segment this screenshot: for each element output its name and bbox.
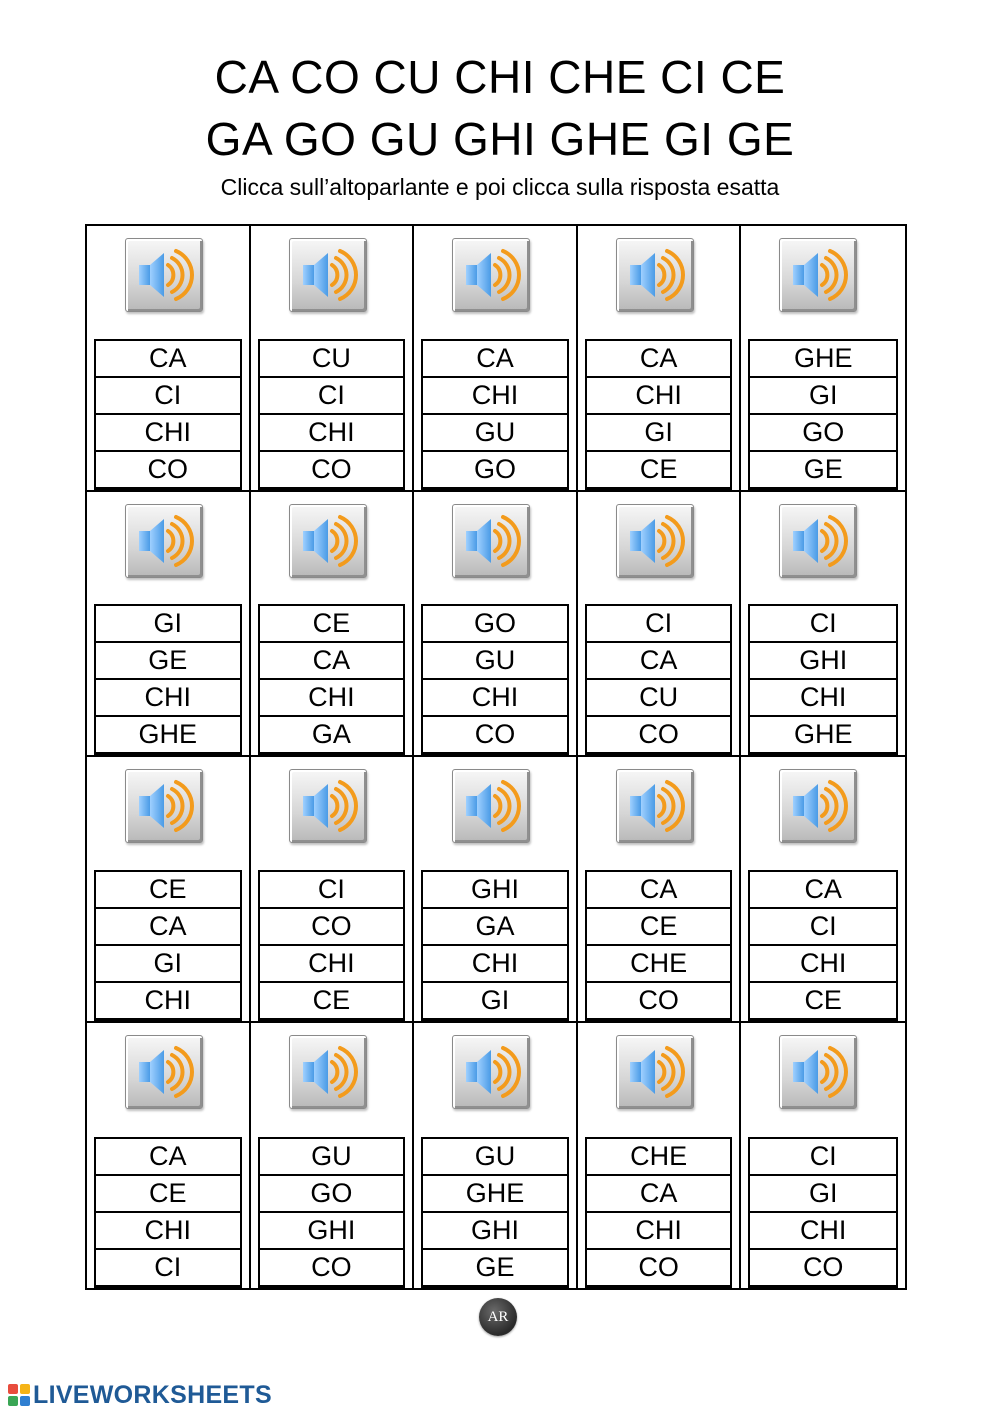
answer-option[interactable]: CE bbox=[639, 453, 678, 484]
answer-option[interactable]: CE bbox=[804, 984, 842, 1015]
answer-option[interactable]: CHI bbox=[750, 946, 896, 983]
answer-option[interactable]: GHI bbox=[260, 1213, 404, 1250]
answer-option[interactable]: CI bbox=[750, 606, 896, 643]
answer-option[interactable]: CI bbox=[587, 606, 731, 643]
answer-options bbox=[748, 870, 898, 1021]
answer-option[interactable]: CHI bbox=[144, 984, 192, 1015]
answer-options bbox=[585, 339, 733, 490]
answer-option[interactable]: GI bbox=[480, 984, 510, 1015]
speaker-button[interactable] bbox=[125, 238, 203, 312]
answer-options bbox=[421, 870, 569, 1021]
answer-option[interactable]: GI bbox=[587, 415, 731, 452]
answer-option[interactable]: CA bbox=[96, 1139, 240, 1176]
answer-option[interactable]: CE bbox=[96, 1176, 240, 1213]
answer-option[interactable]: CHI bbox=[750, 680, 896, 717]
speaker-button[interactable] bbox=[779, 769, 857, 843]
exercise-cell bbox=[251, 226, 415, 492]
speaker-button[interactable] bbox=[779, 1035, 857, 1109]
answer-option[interactable]: CHI bbox=[260, 680, 404, 717]
answer-options bbox=[748, 1137, 898, 1288]
exercise-cell bbox=[578, 757, 742, 1023]
exercise-cell bbox=[87, 1023, 251, 1289]
exercise-cell bbox=[578, 226, 742, 492]
speaker-button[interactable] bbox=[452, 504, 530, 578]
exercise-cell bbox=[87, 492, 251, 758]
answer-option[interactable]: CO bbox=[147, 453, 189, 484]
answer-option[interactable]: GE bbox=[803, 453, 843, 484]
instructions: Clicca sull’altoparlante e poi clicca sulla risposta esatta bbox=[220, 174, 780, 200]
answer-options bbox=[421, 604, 569, 755]
exercise-cell bbox=[251, 492, 415, 758]
answer-option[interactable]: CA bbox=[587, 341, 731, 378]
speaker-button[interactable] bbox=[616, 769, 694, 843]
answer-option[interactable]: GI bbox=[750, 1176, 896, 1213]
answer-options bbox=[421, 339, 569, 490]
answer-option[interactable]: GI bbox=[96, 946, 240, 983]
exercise-cell bbox=[87, 226, 251, 492]
speaker-button[interactable] bbox=[452, 238, 530, 312]
liveworksheets-logo-icon bbox=[8, 1384, 30, 1406]
exercise-cell bbox=[741, 492, 905, 758]
answer-option[interactable]: CA bbox=[750, 872, 896, 909]
answer-option[interactable]: CU bbox=[260, 341, 404, 378]
answer-option[interactable]: CHI bbox=[96, 680, 240, 717]
footer-logo[interactable] bbox=[8, 1380, 272, 1410]
answer-option[interactable]: GO bbox=[750, 415, 896, 452]
exercise-cell bbox=[414, 492, 578, 758]
answer-option[interactable]: CHI bbox=[96, 415, 240, 452]
speaker-button[interactable] bbox=[125, 1035, 203, 1109]
exercise-cell bbox=[741, 757, 905, 1023]
answer-option[interactable]: CHE bbox=[587, 1139, 731, 1176]
answer-option[interactable]: CI bbox=[750, 909, 896, 946]
speaker-button[interactable] bbox=[125, 769, 203, 843]
answer-option[interactable]: CE bbox=[312, 984, 351, 1015]
answer-option[interactable]: GO bbox=[473, 453, 516, 484]
answer-option[interactable]: CO bbox=[311, 453, 352, 484]
speaker-button[interactable] bbox=[452, 769, 530, 843]
speaker-button[interactable] bbox=[289, 238, 367, 312]
answer-option[interactable]: GHE bbox=[138, 719, 198, 749]
answer-option[interactable]: GE bbox=[96, 643, 240, 680]
answer-option[interactable]: GU bbox=[260, 1139, 404, 1176]
answer-option[interactable]: CO bbox=[260, 909, 404, 946]
answer-option[interactable]: GHE bbox=[750, 341, 896, 378]
answer-options bbox=[585, 870, 733, 1021]
answer-option[interactable]: CE bbox=[587, 909, 731, 946]
answer-options bbox=[421, 1137, 569, 1288]
answer-option[interactable]: CA bbox=[423, 341, 567, 378]
brand-name: LIVEWORKSHEETS bbox=[33, 1380, 272, 1409]
answer-options bbox=[258, 1137, 406, 1288]
title-line-2: GA GO GU GHI GHE GI GE bbox=[205, 113, 795, 165]
speaker-button[interactable] bbox=[616, 238, 694, 312]
answer-option[interactable]: CHE bbox=[587, 946, 731, 983]
answer-option[interactable]: CHI bbox=[587, 378, 731, 415]
exercise-cell bbox=[741, 1023, 905, 1289]
exercise-cell bbox=[414, 1023, 578, 1289]
answer-options bbox=[258, 604, 406, 755]
answer-option[interactable]: CHI bbox=[423, 946, 567, 983]
answer-option[interactable]: CE bbox=[96, 872, 240, 909]
exercise-grid bbox=[85, 224, 907, 1290]
title-line-1: CA CO CU CHI CHE CI CE bbox=[214, 51, 786, 103]
answer-option[interactable]: CO bbox=[638, 984, 679, 1015]
answer-option[interactable]: CHI bbox=[260, 946, 404, 983]
answer-option[interactable]: GHE bbox=[423, 1176, 567, 1213]
answer-option[interactable]: CO bbox=[474, 719, 516, 749]
answer-option[interactable]: GHI bbox=[750, 643, 896, 680]
answer-option[interactable]: GO bbox=[260, 1176, 404, 1213]
answer-option[interactable]: CO bbox=[311, 1252, 352, 1282]
answer-options bbox=[748, 339, 898, 490]
answer-option[interactable]: CHI bbox=[750, 1213, 896, 1250]
speaker-button[interactable] bbox=[125, 504, 203, 578]
author-badge: AR bbox=[479, 1298, 517, 1336]
answer-option[interactable]: GE bbox=[475, 1252, 515, 1282]
answer-option[interactable]: CU bbox=[587, 680, 731, 717]
exercise-cell bbox=[251, 1023, 415, 1289]
answer-option[interactable]: CO bbox=[638, 719, 679, 749]
exercise-cell bbox=[414, 226, 578, 492]
answer-option[interactable]: GHI bbox=[423, 1213, 567, 1250]
answer-option[interactable]: GO bbox=[423, 606, 567, 643]
answer-option[interactable]: CA bbox=[587, 1176, 731, 1213]
answer-options bbox=[258, 870, 406, 1021]
speaker-button[interactable] bbox=[779, 504, 857, 578]
answer-option[interactable]: GU bbox=[423, 1139, 567, 1176]
exercise-cell bbox=[578, 492, 742, 758]
answer-option[interactable]: CI bbox=[260, 872, 404, 909]
answer-options bbox=[258, 339, 406, 490]
exercise-cell bbox=[251, 757, 415, 1023]
speaker-button[interactable] bbox=[289, 1035, 367, 1109]
answer-option[interactable]: GA bbox=[423, 909, 567, 946]
answer-option[interactable]: GA bbox=[311, 719, 351, 749]
answer-option[interactable]: CE bbox=[260, 606, 404, 643]
answer-option[interactable]: CHI bbox=[587, 1213, 731, 1250]
answer-option[interactable]: CA bbox=[96, 909, 240, 946]
answer-option[interactable]: CA bbox=[96, 341, 240, 378]
answer-option[interactable]: CI bbox=[96, 378, 240, 415]
answer-options bbox=[94, 604, 242, 755]
speaker-button[interactable] bbox=[289, 769, 367, 843]
answer-option[interactable]: CI bbox=[260, 378, 404, 415]
answer-options bbox=[748, 604, 898, 755]
answer-option[interactable]: GU bbox=[423, 415, 567, 452]
answer-option[interactable]: CHI bbox=[423, 378, 567, 415]
speaker-button[interactable] bbox=[452, 1035, 530, 1109]
exercise-cell bbox=[578, 1023, 742, 1289]
answer-option[interactable]: GU bbox=[423, 643, 567, 680]
answer-option[interactable]: GI bbox=[96, 606, 240, 643]
answer-options bbox=[94, 1137, 242, 1288]
exercise-cell bbox=[414, 757, 578, 1023]
answer-option[interactable]: GHE bbox=[793, 719, 853, 749]
answer-option[interactable]: CO bbox=[638, 1252, 679, 1282]
speaker-button[interactable] bbox=[616, 1035, 694, 1109]
speaker-button[interactable] bbox=[289, 504, 367, 578]
answer-options bbox=[94, 870, 242, 1021]
speaker-button[interactable] bbox=[616, 504, 694, 578]
answer-options bbox=[585, 604, 733, 755]
answer-options bbox=[94, 339, 242, 490]
answer-option[interactable]: GHI bbox=[423, 872, 567, 909]
answer-option[interactable]: CA bbox=[587, 872, 731, 909]
answer-option[interactable]: CA bbox=[587, 643, 731, 680]
exercise-cell bbox=[87, 757, 251, 1023]
speaker-button[interactable] bbox=[779, 238, 857, 312]
answer-option[interactable]: CHI bbox=[423, 680, 567, 717]
answer-option[interactable]: CI bbox=[750, 1139, 896, 1176]
answer-option[interactable]: CHI bbox=[96, 1213, 240, 1250]
answer-option[interactable]: CA bbox=[260, 643, 404, 680]
answer-option[interactable]: CO bbox=[802, 1252, 844, 1282]
answer-option[interactable]: CI bbox=[154, 1252, 182, 1282]
answer-options bbox=[585, 1137, 733, 1288]
answer-option[interactable]: GI bbox=[750, 378, 896, 415]
exercise-cell bbox=[741, 226, 905, 492]
answer-option[interactable]: CHI bbox=[260, 415, 404, 452]
